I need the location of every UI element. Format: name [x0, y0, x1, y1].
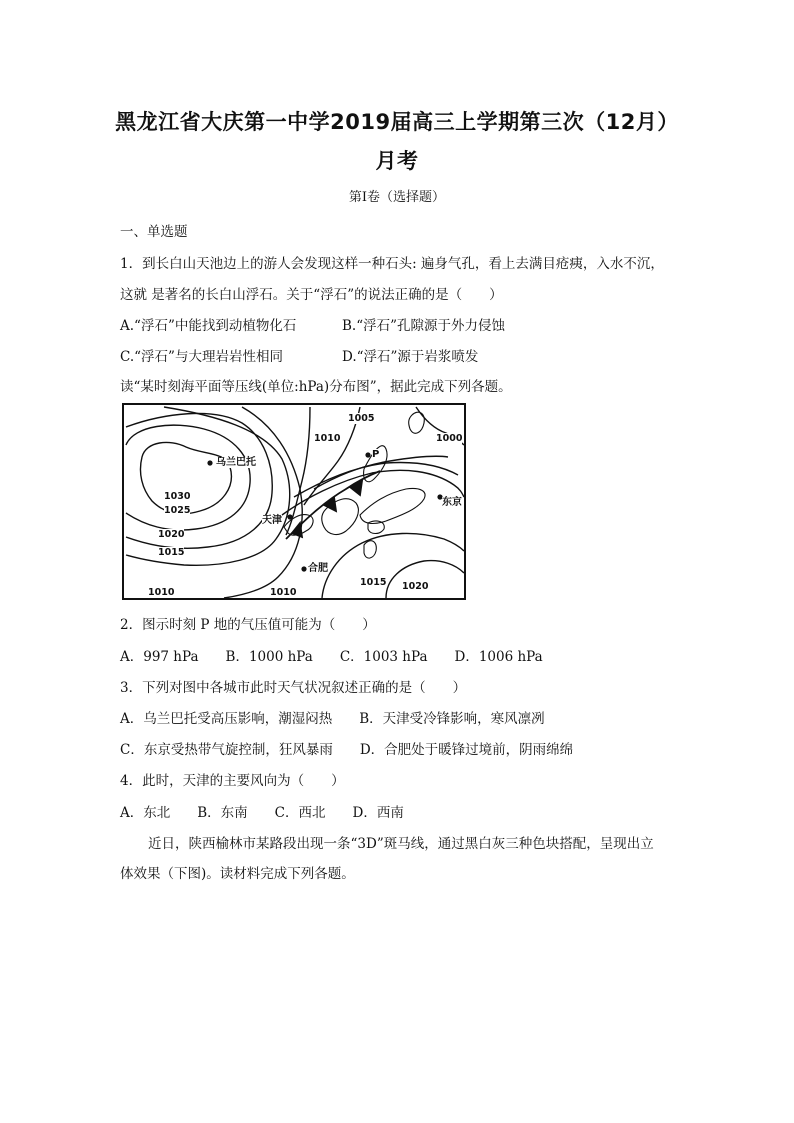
- q1-option-b: B.“浮石”孔隙源于外力侵蚀: [342, 318, 506, 334]
- isobar-1030-label: 1030: [164, 491, 191, 502]
- isobar-1010-label-s: 1010: [270, 587, 297, 598]
- q1-stem-line1: 1．到长白山天池边上的游人会发现这样一种石头: 遍身气孔，看上去满目疮痍，入水不沉，: [120, 256, 664, 272]
- section-label: 第Ⅰ卷（选择题）: [348, 190, 446, 205]
- q1-stem-line2: 这就 是著名的长白山浮石。关于“浮石”的说法正确的是（ ）: [120, 287, 503, 303]
- city-hefei: 合肥: [308, 563, 328, 574]
- isobar-1010-label-sw: 1010: [148, 587, 175, 598]
- exam-title-line1: 黑龙江省大庆第一中学2019届高三上学期第三次（12月）: [115, 110, 679, 134]
- isobar-1020-label: 1020: [158, 529, 185, 540]
- q3-options-ab: A．乌兰巴托受高压影响，潮湿闷热 B．天津受冷锋影响，寒风凛冽: [120, 711, 545, 727]
- coastline-taiwan: [364, 541, 376, 558]
- isobar-1015-line-center: [282, 470, 464, 515]
- isobar-1010-line-center: [294, 463, 458, 498]
- q2-stem: 2．图示时刻 P 地的气压值可能为（ ）: [120, 617, 376, 633]
- isobar-1015-label-e: 1015: [360, 577, 387, 588]
- isobar-1015-line-south: [322, 533, 464, 598]
- isobar-1000-label: 1000: [436, 433, 463, 444]
- q1-option-a: A.“浮石”中能找到动植物化石: [120, 318, 297, 334]
- ulaanbaatar-dot: [207, 460, 212, 465]
- point-p: P: [372, 449, 380, 460]
- map-intro: 读“某时刻海平面等压线(单位:hPa)分布图”，据此完成下列各题。: [120, 379, 512, 395]
- city-tianjin: 天津: [262, 515, 282, 526]
- passage-line2: 体效果（下图)。读材料完成下列各题。: [120, 866, 355, 882]
- tianjin-dot: [287, 514, 292, 519]
- p-dot: [365, 452, 370, 457]
- isobar-1020-label-e: 1020: [402, 581, 429, 592]
- q3-options-cd: C．东京受热带气旋控制，狂风暴雨 D．合肥处于暖锋过境前，阴雨绵绵: [120, 742, 574, 758]
- city-ulaanbaatar: 乌兰巴托: [216, 457, 256, 468]
- coastline-japan: [360, 488, 425, 523]
- q1-option-c: C.“浮石”与大理岩岩性相同: [120, 349, 283, 365]
- q4-options: A．东北 B．东南 C．西北 D．西南: [120, 805, 404, 821]
- isobar-1020-line-east: [386, 561, 464, 598]
- isobar-1025-label: 1025: [164, 505, 191, 516]
- isobar-1005-label: 1005: [348, 413, 375, 424]
- hefei-dot: [301, 566, 306, 571]
- city-tokyo: 东京: [442, 497, 462, 508]
- isobar-map: [122, 403, 466, 600]
- passage-line1: 近日，陕西榆林市某路段出现一条“3D”斑马线，通过黑白灰三种色块搭配，呈现出立: [148, 836, 654, 852]
- part-heading: 一、单选题: [120, 224, 188, 240]
- isobar-1015-label: 1015: [158, 547, 185, 558]
- isobar-1030-line: [140, 442, 231, 513]
- isobar-1010-line-west: [224, 407, 302, 598]
- exam-title-line2: 月考: [375, 149, 419, 173]
- q3-stem: 3．下列对图中各城市此时天气状况叙述正确的是（ ）: [120, 680, 467, 696]
- q4-stem: 4．此时，天津的主要风向为（ ）: [120, 773, 345, 789]
- q1-option-d: D.“浮石”源于岩浆喷发: [342, 349, 479, 365]
- isobar-1010-label-n: 1010: [314, 433, 341, 444]
- q2-options: A．997 hPa B．1000 hPa C．1003 hPa D．1006 hPa: [120, 649, 543, 665]
- isobar-1005-line-center: [314, 456, 448, 489]
